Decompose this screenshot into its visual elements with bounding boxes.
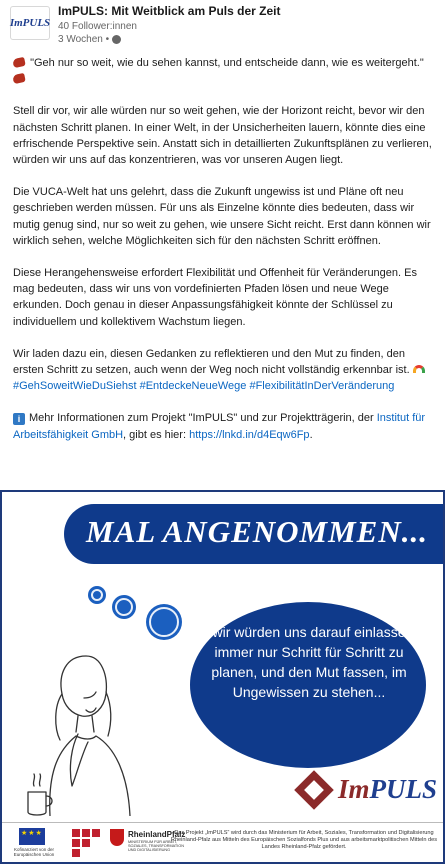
esf-logo-icon [72, 829, 100, 859]
impuls-logo-prefix: Im [338, 774, 370, 804]
avatar-logo-text: ImPULS [9, 17, 51, 29]
rlp-caption: MINISTERIUM FÜR ARBEIT, SOZIALES, TRANSFORMATION UND DIGITALISIERUNG [128, 840, 184, 853]
paragraph-3: Diese Herangehensweise erfordert Flexibilität und Offenheit für Veränderungen. Es mag bedeuten, dass wir uns von vordefinierten Pfaden lösen und neue Wege erkunden. Doch genau in dieser Anpassungsfähigkeit könnte der Schlüssel zu individuellem und kollektivem Wachstum liegen. [13, 267, 417, 328]
rlp-shield-icon [110, 829, 124, 846]
funding-text: Das Projekt „ImPULS“ wird durch das Ministerium für Arbeit, Soziales, Transformation und Digitalisierung Rheinland-Pfalz aus Mitteln des Europäischen Sozialfonds Plus und aus arbeitsmarktpolitischen Mitteln des Landes Rheinland-Pfalz gefördert. [170, 830, 438, 850]
paragraph-4 [13, 346, 433, 395]
eu-caption: Kofinanziert von der Europäischen Union [13, 847, 55, 857]
rainbow-emoji-icon [413, 365, 425, 373]
shoe-emoji-icon [12, 57, 26, 68]
thought-bubble-large [146, 604, 182, 640]
paragraph-1: Stell dir vor, wir alle würden nur so weit gehen, wie der Horizont reicht, bevor wir den nächsten Schritt planen. In einer Welt, in der Unsicherheiten lauern, könnte dies eine erfrischende Perspektive sein. Anstatt sich in detaillierten Zukunftsplänen zu verlieren, würden wir uns auf das konzentrieren, was vor unseren Augen liegt. [13, 105, 432, 167]
info-mid-text: , gibt es hier: [123, 428, 187, 441]
hashtag-link[interactable]: #FlexibilitätInDerVeränderung [249, 380, 395, 393]
post-header [10, 3, 435, 47]
rlp-name: RheinlandPfalz [128, 830, 186, 839]
thinking-woman-illustration [16, 636, 166, 816]
headline-text: MAL ANGENOMMEN... [86, 514, 428, 549]
post-time-label: 3 Wochen • [58, 34, 110, 45]
info-paragraph [13, 410, 433, 442]
impuls-logo [300, 774, 437, 805]
quote-text: "Geh nur so weit, wie du sehen kannst, und entscheide dann, wie es weitergeht." [30, 57, 424, 69]
shoe-emoji-icon [12, 73, 26, 84]
thought-bubble-small [88, 586, 106, 604]
author-name[interactable]: ImPULS: Mit Weitblick am Puls der Zeit [58, 4, 281, 18]
hashtag-link[interactable]: #GehSoweitWieDuSiehst [13, 380, 137, 393]
company-avatar[interactable] [10, 6, 50, 40]
funding-footer [2, 822, 443, 864]
impuls-logo-text [338, 774, 437, 805]
hashtag-link[interactable]: #EntdeckeNeueWege [139, 380, 247, 393]
project-url-link[interactable]: https://lnkd.in/d4Eqw6Fp [189, 428, 310, 441]
quote-paragraph [13, 55, 433, 87]
follower-count: 40 Follower:innen [58, 21, 137, 32]
eu-flag-icon [19, 828, 45, 845]
impuls-diamond-icon [294, 770, 334, 810]
paragraph-4-text: Wir laden dazu ein, diesen Gedanken zu reflektieren und den Mut zu finden, den ersten Schritt zu setzen, auch wenn der Weg noch nicht vollständig erkennbar ist. [13, 347, 410, 377]
info-end-text: . [309, 428, 313, 441]
globe-icon [112, 35, 121, 44]
thought-bubble-medium [112, 595, 136, 619]
impuls-logo-suffix: PULS [369, 774, 438, 804]
info-text: Mehr Informationen zum Projekt "ImPULS" und zur Projektträgerin, der [29, 412, 374, 425]
info-icon: i [13, 413, 25, 425]
thought-text: ...wir würden uns darauf einlassen, immer nur Schritt für Schritt zu planen, und den Mut fassen, im Ungewissen zu stehen... [200, 624, 418, 700]
organization-link[interactable]: Institut für Arbeitsfähigkeit GmbH [13, 412, 426, 441]
post-time [58, 34, 121, 45]
paragraph-2: Die VUCA-Welt hat uns gelehrt, dass die Zukunft ungewiss ist und Pläne oft neu geschrieben werden müssen. Für uns als Einzelne könnte dies bedeuten, dass wir mutig genug sind, nur so weit zu gehen, wie unsere Sicht reicht. Erst dann können wir wirklich sehen, welche Möglichkeiten sich für den nächsten Schritt eröffnen. [13, 186, 431, 247]
post-image[interactable] [0, 490, 445, 864]
post-body [13, 55, 433, 459]
